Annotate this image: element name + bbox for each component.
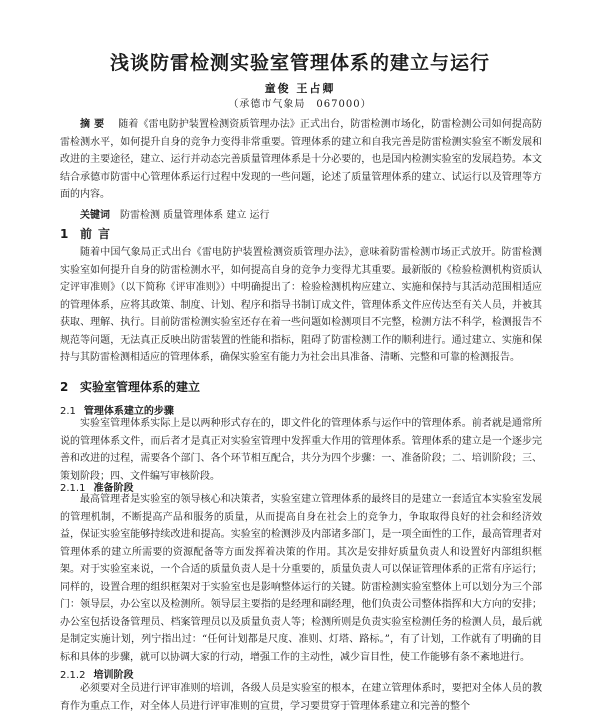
abstract-text: 随着《雷电防护装置检测资质管理办法》正式出台，防雷检测市场化，防雷检测公司如何提高防雷检测水平，如何提升自身的竞争力变得非常重要。管理体系的建立和自我完善是防雷检测实验室不断发展和改进的主要途径，建立、运行并动态完善质量管理体系是十分必要的，也是国内检测实验室的发展趋势。本文结合承德市防雷中心管理体系运行过程中发现的一些问题，论述了质量管理体系的建立、试运行以及管理等方面的内容。 [60, 119, 543, 200]
subsection-2-1-paragraph: 实验室管理体系实际上是以两种形式存在的，即文件化的管理体系与运作中的管理体系。前者就是通常所说的管理体系文件，而后者才是真正对实验室管理中发挥重大作用的管理体系。管理体系的建立是一个逐步完善和改进的过程，需要各个部门、各个环节相互配合，共分为四个步骤：一、准备阶段；二、培训阶段；三、策划阶段；四、文件编写审核阶段。 [60, 418, 542, 482]
keywords-label: 关键词 [80, 210, 110, 221]
subsection-title: 管理体系建立的步骤 [83, 406, 174, 417]
subsection-number: 2.1.1 [60, 483, 86, 494]
section-number: 2 [60, 380, 69, 394]
section-heading-management-system [60, 378, 200, 395]
paper-title: 浅谈防雷检测实验室管理体系的建立与运行 [109, 52, 490, 74]
subsection-2-1-1-paragraph: 最高管理者是实验室的领导核心和决策者，实验室建立管理体系的最终目的是建立一套适宜本实验室发展的管理机制，不断提高产品和服务的质量，从而提高自身在社会上的竞争力，争取取得良好的社会和经济效益，保证实验室能够持续改进和提高。实验室的检测涉及内部诸多部门，是一项全面性的工作，最高管理者对管理体系的建立所需要的资源配备等方面发挥着决策的作用。其次是安排好质量负责人和设置好内部组织框架。对于实验室来说，一个合适的质量负责人是十分重要的，质量负责人可以保证管理体系的正常有序运行；同样的，设置合理的组织框架对于实验室也是影响整体运行的关键。防雷检测实验室整体上可以划分为三个部门：领导层，办公室以及检测所。领导层主要指的是经理和副经理，他们负责公司整体指挥和大方向的安排；办公室包括设备管理员、档案管理员以及质量负责人等；检测所则是负责实验室检测任务的检测人员，最后就是制定实施计划，列宁指出过：“任何计划都是尺度、准则、灯塔、路标。”，有了计划，工作就有了明确的目标和具体的步骤，就可以协调大家的行动，增强工作的主动性，减少盲目性，使工作能够有条不紊地进行。 [60, 494, 542, 663]
subsection-number: 2.1 [60, 406, 76, 417]
section-title: 前言 [80, 227, 117, 241]
abstract-label: 摘要 [80, 119, 109, 130]
subsection-number: 2.1.2 [60, 670, 86, 681]
introduction-paragraph: 随着中国气象局正式出台《雷电防护装置检测资质管理办法》，意味着防雷检测市场正式放开。防雷检测实验室如何提升自身的防雷检测水平，如何提高自身的竞争力变得尤其重要。最新版的《检验检测机构资质认定评审准则》（以下简称《评审准则》）中明确提出了：检验检测机构应建立、实施和保持与其活动范围相适应的管理体系，应将其政策、制度、计划、程序和指导书制订成文件，管理体系文件应传达至有关人员，并被其获取、理解、执行。目前防雷检测实验室还存在着一些问题如检测项目不完整，检测方法不科学，检测报告不规范等问题，无法真正反映出防雷装置的性能和指标，阻碍了防雷检测工作的顺利进行。通过建立、实施和保持与其防雷检测相适应的管理体系，确保实验室有能力为社会出具准备、清晰、完整和可靠的检测报告。 [60, 247, 542, 363]
author-affiliation: （承德市气象局 067000） [228, 99, 372, 110]
keywords-text: 防雷检测 质量管理体系 建立 运行 [120, 210, 270, 221]
section-title: 实验室管理体系的建立 [80, 380, 201, 394]
subsection-title: 准备阶段 [93, 483, 134, 494]
paper-authors: 童俊 王占卿 [264, 82, 336, 95]
subsection-heading-2-1-2 [60, 666, 133, 681]
subsection-2-1-2-paragraph: 必须要对全员进行评审准则的培训，各级人员是实验室的根本，在建立管理体系时，要把对全体人员的教育作为重点工作，对全体人员进行评审准则的宣贯，学习要贯穿于管理体系建立和完善的整个 [60, 683, 542, 712]
keywords [60, 206, 270, 221]
section-number: 1 [60, 227, 69, 241]
abstract [60, 116, 542, 204]
subsection-title: 培训阶段 [93, 670, 134, 681]
section-heading-introduction [60, 225, 116, 242]
